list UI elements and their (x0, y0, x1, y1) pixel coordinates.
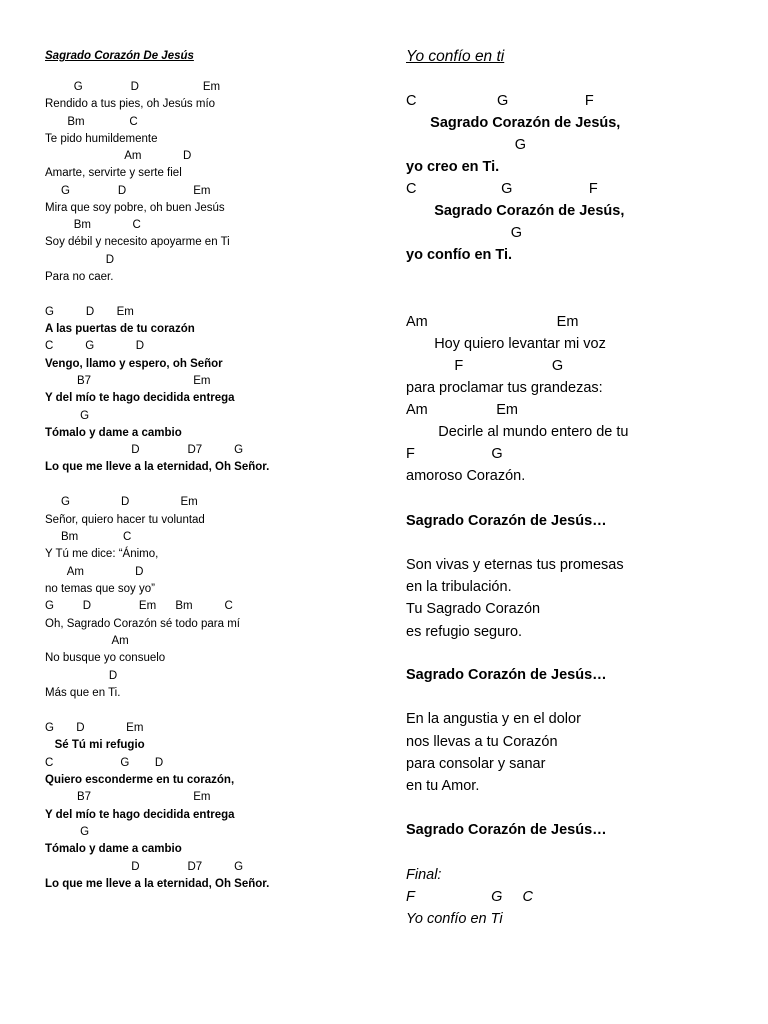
lyric-line: para proclamar tus grandezas: (406, 380, 603, 396)
chord-line: D D7 G (45, 444, 244, 456)
lyric-line: yo creo en Ti. (406, 159, 500, 175)
chord-line: G D Em (45, 722, 144, 734)
chord-line: G D Em Bm C (45, 600, 233, 612)
chord-line: G D Em (45, 185, 211, 197)
right-song-title: Yo confío en ti (406, 48, 505, 65)
chord-line: G (45, 410, 90, 422)
lyric-line: yo confío en Ti. (406, 247, 513, 263)
chord-line: F G (406, 446, 503, 462)
chord-line: Am Em (406, 402, 518, 418)
lyric-line: Tómalo y dame a cambio (45, 427, 182, 439)
chord-line: F G (406, 358, 564, 374)
chord-line: D (45, 254, 115, 266)
lyric-line: Quiero esconderme en tu corazón, (45, 774, 235, 786)
lyric-line: Señor, quiero hacer tu voluntad (45, 514, 205, 526)
lyric-line: Vengo, llamo y espero, oh Señor (45, 358, 223, 370)
lyric-line: Son vivas y eternas tus promesas (406, 557, 624, 573)
chord-line: Am Em (406, 314, 579, 330)
chord-line: D D7 G (45, 861, 244, 873)
lyric-line: Hoy quiero levantar mi voz (406, 336, 606, 352)
chord-line: Bm C (45, 531, 132, 543)
lyric-line: Lo que me lleve a la eternidad, Oh Señor. (45, 878, 270, 890)
left-song-title: Sagrado Corazón De Jesús (45, 50, 194, 62)
lyric-line: Sé Tú mi refugio (45, 739, 145, 751)
chord-line: Am (45, 635, 129, 647)
lyric-line: Decirle al mundo entero de tu (406, 424, 629, 440)
lyric-line: Lo que me lleve a la eternidad, Oh Señor. (45, 461, 270, 473)
lyric-line: En la angustia y en el dolor (406, 711, 581, 727)
chord-line: D (45, 670, 118, 682)
chord-line: Bm C (45, 219, 141, 231)
chord-line: B7 Em (45, 791, 211, 803)
lyric-line: amoroso Corazón. (406, 468, 526, 484)
lyric-line: Sagrado Corazón de Jesús, (406, 203, 625, 219)
refrain-line: Sagrado Corazón de Jesús… (406, 822, 607, 838)
lyric-line: No busque yo consuelo (45, 652, 166, 664)
chord-line: G (406, 137, 527, 153)
chord-line: C G F (406, 93, 594, 109)
lyric-line: Te pido humildemente (45, 133, 158, 145)
chord-line: F G C (406, 889, 534, 905)
lyric-line: Y del mío te hago decidida entrega (45, 392, 235, 404)
refrain-line: Sagrado Corazón de Jesús… (406, 667, 607, 683)
lyric-line: Para no caer. (45, 271, 114, 283)
lyric-line: en la tribulación. (406, 579, 512, 595)
refrain-line: Sagrado Corazón de Jesús… (406, 513, 607, 529)
chord-line: C G D (45, 757, 164, 769)
lyric-line: Soy débil y necesito apoyarme en Ti (45, 236, 230, 248)
chord-line: G D Em (45, 496, 198, 508)
lyric-line: Y Tú me dice: “Ánimo, (45, 548, 159, 560)
lyric-line: no temas que soy yo” (45, 583, 155, 595)
chord-line: C G F (406, 181, 598, 197)
lyric-line: Tómalo y dame a cambio (45, 843, 182, 855)
chord-line: G D Em (45, 306, 134, 318)
final-label: Final: (406, 867, 442, 883)
chord-line: B7 Em (45, 375, 211, 387)
lyric-line: en tu Amor. (406, 778, 480, 794)
chord-line: Am D (45, 566, 144, 578)
lyric-line: Mira que soy pobre, oh buen Jesús (45, 202, 225, 214)
lyric-line: para consolar y sanar (406, 756, 546, 772)
lyric-line: Yo confío en Ti (406, 911, 503, 927)
lyric-line: Amarte, servirte y serte fiel (45, 167, 182, 179)
lyric-line: nos llevas a tu Corazón (406, 734, 558, 750)
lyric-line: Sagrado Corazón de Jesús, (406, 115, 621, 131)
lyric-line: A las puertas de tu corazón (45, 323, 195, 335)
chord-line: G (45, 826, 90, 838)
chord-line: C G D (45, 340, 145, 352)
chord-line: Am D (45, 150, 192, 162)
chord-line: Bm C (45, 116, 138, 128)
chord-line: G (406, 225, 523, 241)
lyric-line: Oh, Sagrado Corazón sé todo para mí (45, 618, 240, 630)
lyric-line: Tu Sagrado Corazón (406, 601, 541, 617)
lyric-line: Y del mío te hago decidida entrega (45, 809, 235, 821)
chord-line: G D Em (45, 81, 221, 93)
lyric-line: Rendido a tus pies, oh Jesús mío (45, 98, 216, 110)
lyric-line: es refugio seguro. (406, 624, 523, 640)
lyric-line: Más que en Ti. (45, 687, 121, 699)
